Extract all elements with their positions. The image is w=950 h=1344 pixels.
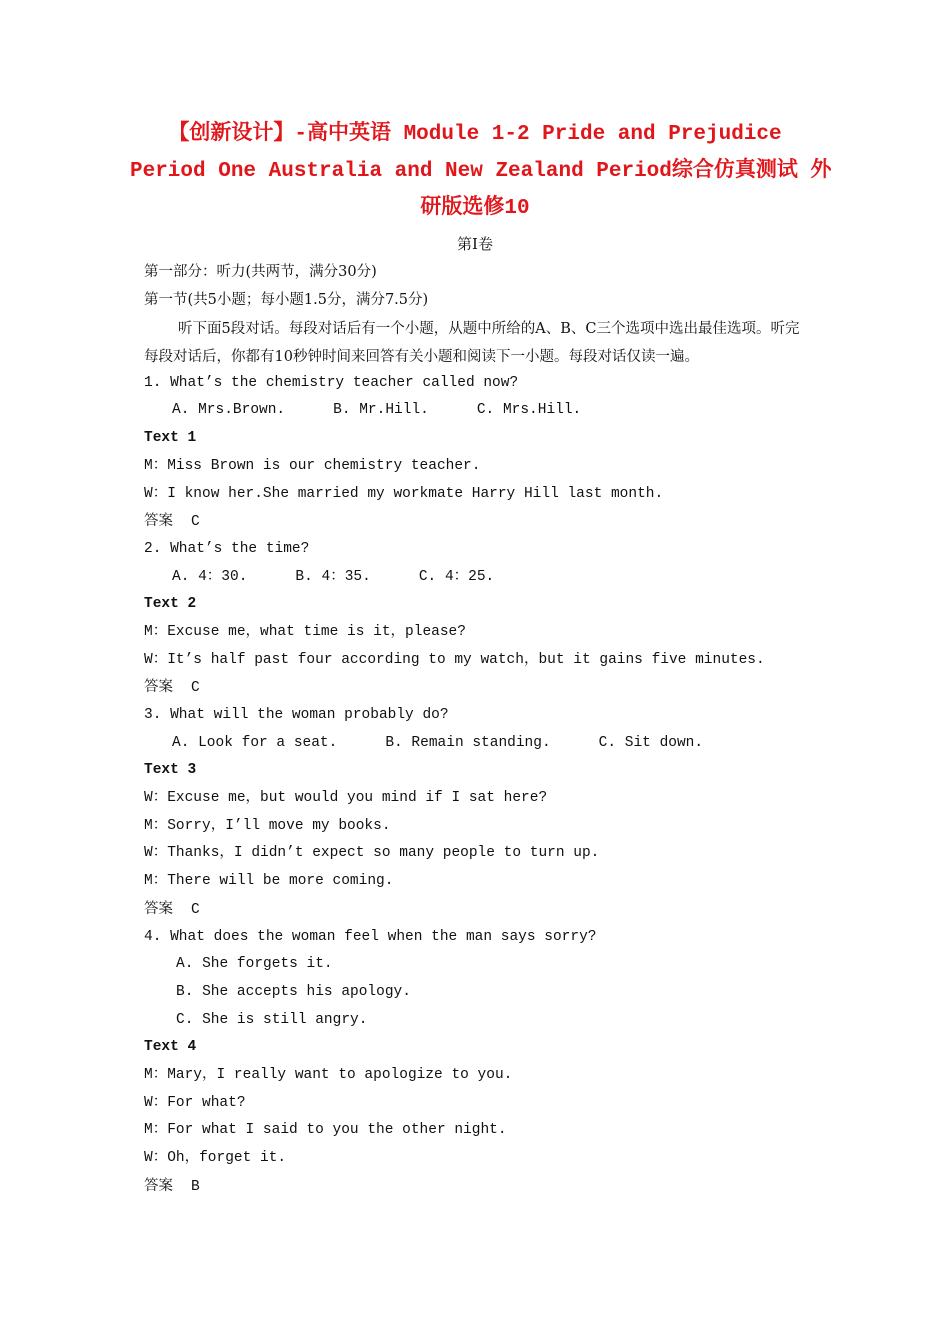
answer-value: C: [191, 514, 200, 531]
dialogue-line: W：I know her.She married my workmate Harry Hill last month.: [144, 485, 664, 502]
option-c: C. Sit down.: [598, 734, 704, 751]
answer-value: C: [191, 901, 200, 918]
dialogue-line: M：Excuse me，what time is it，please?: [144, 623, 466, 640]
text-2-label: Text 2: [144, 596, 197, 613]
answer-value: B: [191, 1178, 200, 1195]
option-a: A. Look for a seat.: [172, 734, 338, 751]
title-line-3: 研版选修10: [420, 197, 530, 220]
option-b: B. Mr.Hill.: [333, 402, 429, 419]
answer-3: [144, 898, 810, 926]
dialogue-line: M：Sorry，I’ll move my books.: [144, 817, 391, 834]
dialogue-line: M：There will be more coming.: [144, 873, 394, 890]
part-heading: 第一部分：听力(共两节，满分30分): [144, 264, 377, 280]
question-3: 3. What will the woman probably do?: [144, 707, 449, 724]
dialogue-line: W：For what?: [144, 1094, 246, 1111]
answer-label: 答案: [144, 679, 173, 696]
dialogue-line: W：Oh，forget it.: [144, 1150, 287, 1167]
dialogue-line: W：It’s half past four according to my watch，but it gains five minutes.: [144, 651, 765, 668]
instructions-paragraph: 听下面5段对话。每段对话后有一个小题，从题中所给的A、B、C三个选项中选出最佳选项。听完每段对话后，你都有10秒钟时间来回答有关小题和阅读下一小题。每段对话仅读一遍。: [144, 321, 800, 366]
text-1-label: Text 1: [144, 430, 197, 447]
question-2-options: [144, 566, 810, 594]
document-body: [144, 261, 810, 1202]
question-2: 2. What’s the time?: [144, 540, 310, 557]
answer-1: [144, 510, 810, 538]
answer-label: 答案: [144, 1177, 173, 1194]
answer-value: C: [191, 680, 200, 697]
question-4: 4. What does the woman feel when the man says sorry?: [144, 928, 597, 945]
question-1-options: [144, 399, 810, 427]
option-b: B. She accepts his apology.: [176, 983, 411, 1000]
text-3-label: Text 3: [144, 762, 197, 779]
answer-2: [144, 676, 810, 704]
option-c: C. Mrs.Hill.: [476, 402, 582, 419]
option-b: B. Remain standing.: [385, 734, 551, 751]
option-a: A. 4：30.: [172, 568, 248, 585]
answer-label: 答案: [144, 900, 173, 917]
dialogue-line: W：Excuse me，but would you mind if I sat here?: [144, 790, 548, 807]
section-heading: 第一节(共5小题；每小题1.5分，满分7.5分): [144, 291, 429, 308]
answer-4: [144, 1175, 810, 1203]
option-c: C. 4：25.: [418, 568, 495, 585]
title-line-1: 【创新设计】-高中英语 Module 1-2 Pride and Prejudice: [168, 123, 782, 146]
dialogue-line: M：For what I said to you the other night.: [144, 1122, 507, 1139]
text-4-label: Text 4: [144, 1039, 197, 1056]
option-a: A. Mrs.Brown.: [172, 402, 286, 419]
question-3-options: [144, 732, 810, 760]
document-title: [130, 116, 832, 227]
dialogue-line: W：Thanks，I didn’t expect so many people to turn up.: [144, 845, 600, 862]
answer-label: 答案: [144, 513, 173, 530]
option-b: B. 4：35.: [295, 568, 371, 585]
dialogue-line: M：Miss Brown is our chemistry teacher.: [144, 457, 481, 474]
option-c: C. She is still angry.: [176, 1011, 368, 1028]
question-1: 1. What’s the chemistry teacher called now?: [144, 374, 519, 391]
option-a: A. She forgets it.: [176, 956, 333, 973]
title-line-2: Period One Australia and New Zealand Period综合仿真测试 外: [130, 160, 832, 183]
volume-heading: 第Ⅰ卷: [457, 235, 493, 253]
dialogue-line: M：Mary，I really want to apologize to you.: [144, 1066, 513, 1083]
